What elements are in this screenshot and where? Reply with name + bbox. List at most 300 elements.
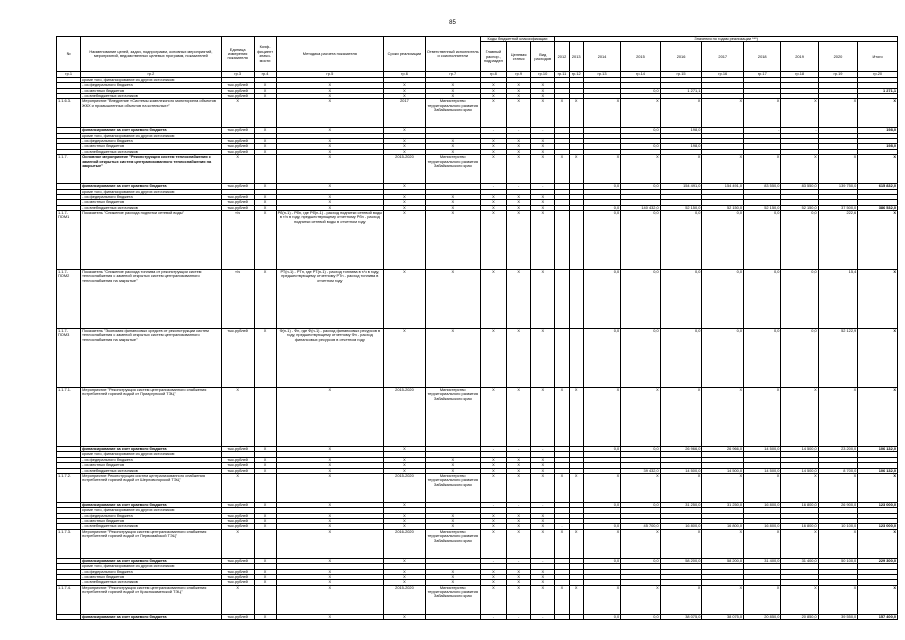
table-cell: Х: [507, 580, 531, 585]
table-cell: Х: [276, 83, 384, 88]
table-cell: Х: [384, 463, 426, 468]
table-cell: Х: [818, 529, 858, 558]
header-coef: Коэф-фициент значи-мости: [254, 37, 276, 72]
table-cell: тыс.рублей: [221, 468, 254, 473]
header-2013: 2013: [569, 42, 583, 72]
table-cell: Х: [221, 529, 254, 558]
table-cell: Министерство территориального развития Забайкальского края: [425, 155, 480, 184]
table-cell: кроме того, финансирование из других источников:: [81, 508, 222, 513]
table-cell: Х: [507, 205, 531, 210]
table-cell: [254, 473, 276, 502]
table-cell: Х: [384, 513, 426, 518]
table-cell: Х: [583, 155, 620, 184]
table-cell: финансирование за счет краевого бюджета: [81, 558, 222, 563]
table-cell: -: [744, 128, 781, 133]
table-cell: Х: [384, 139, 426, 144]
table-cell: Х: [507, 574, 531, 579]
table-cell: тыс.рублей: [221, 205, 254, 210]
table-cell: 0,0: [744, 211, 781, 270]
table-cell: Х: [781, 388, 818, 447]
table-cell: Х: [531, 524, 555, 529]
table-cell: Х: [507, 149, 531, 154]
table-cell: 10 100,0: [818, 524, 858, 529]
table-cell: Х: [425, 468, 480, 473]
table-cell: Х: [480, 513, 506, 518]
table-cell: 8 700,0: [818, 468, 858, 473]
column-number: гр.13: [583, 72, 620, 77]
table-cell: 39 550,0: [818, 614, 858, 619]
table-cell: Х: [276, 463, 384, 468]
table-cell: Х: [507, 83, 531, 88]
table-cell: тыс.рублей: [221, 149, 254, 154]
table-cell: Х: [858, 211, 898, 270]
table-cell: Х: [384, 580, 426, 585]
table-cell: Х: [384, 88, 426, 93]
table-cell: Х: [507, 457, 531, 462]
table-cell: 106 132,0: [858, 447, 898, 452]
table-cell: Х: [744, 99, 781, 128]
table-cell: финансирование за счет краевого бюджета: [81, 447, 222, 452]
table-cell: тыс.рублей: [221, 574, 254, 579]
table-cell: Х: [702, 388, 744, 447]
table-cell: - из федерального бюджета: [81, 457, 222, 462]
header-exec: Ответственный исполнитель и соисполнители: [425, 37, 480, 72]
table-cell: 31 400,0: [744, 558, 781, 563]
table-cell: Х: [507, 529, 531, 558]
table-cell: Х: [583, 473, 620, 502]
table-cell: Х: [507, 329, 531, 388]
table-cell: Х: [531, 388, 555, 447]
table-cell: 106 132,0: [858, 468, 898, 473]
table-cell: тыс.рублей: [221, 524, 254, 529]
table-cell: Х: [569, 529, 583, 558]
table-cell: Х: [425, 513, 480, 518]
table-cell: 0,0: [621, 558, 661, 563]
table-cell: -: [507, 128, 531, 133]
table-cell: кроме того, финансирование из других источников:: [81, 189, 222, 194]
table-row: [57, 614, 898, 619]
table-cell: Х: [221, 585, 254, 614]
table-cell: - из местных бюджетов: [81, 574, 222, 579]
table-cell: Х: [818, 99, 858, 128]
table-cell: 26 966,0: [660, 447, 702, 452]
table-cell: -: [531, 128, 555, 133]
table-cell: Х: [660, 529, 702, 558]
table-cell: Х: [480, 144, 506, 149]
table-cell: тыс.рублей: [221, 139, 254, 144]
table-cell: Х: [276, 93, 384, 98]
table-cell: Х: [507, 463, 531, 468]
table-cell: Х: [221, 473, 254, 502]
table-cell: Х: [555, 388, 569, 447]
table-cell: Х: [425, 194, 480, 199]
table-cell: 1.1.7.1.: [57, 388, 81, 447]
table-cell: 0,0: [660, 329, 702, 388]
table-cell: 1.1.7.2.: [57, 473, 81, 502]
table-cell: тыс.рублей: [221, 128, 254, 133]
table-cell: [555, 211, 569, 270]
header-target: Целевая статья: [507, 42, 531, 72]
table-cell: 1.1.7-ПОМ3: [57, 329, 81, 388]
table-cell: Х: [425, 93, 480, 98]
table-cell: Х: [480, 99, 506, 128]
table-row: [57, 585, 898, 614]
table-cell: 26 966,0: [702, 447, 744, 452]
table-cell: Х: [221, 155, 254, 184]
table-cell: [254, 529, 276, 558]
table-cell: Х: [531, 585, 555, 614]
table-cell: Х: [480, 139, 506, 144]
table-cell: -: [507, 502, 531, 507]
table-cell: Х: [621, 585, 661, 614]
table-cell: 16 800,0: [781, 524, 818, 529]
table-cell: - из федерального бюджета: [81, 139, 222, 144]
table-cell: 2015-2020: [384, 585, 426, 614]
table-cell: Х: [254, 194, 276, 199]
table-cell: 52 122,9: [818, 329, 858, 388]
table-cell: Х: [254, 580, 276, 585]
column-number: гр.19: [818, 72, 858, 77]
table-cell: Х: [744, 473, 781, 502]
table-cell: Х: [384, 457, 426, 462]
table-cell: Х: [425, 329, 480, 388]
table-cell: тыс.рублей: [221, 569, 254, 574]
table-cell: 0,0: [621, 88, 661, 93]
table-cell: 15,4: [818, 270, 858, 329]
table-cell: Х: [425, 463, 480, 468]
table-cell: Х: [254, 502, 276, 507]
table-cell: 50 100,0: [818, 558, 858, 563]
table-cell: 1.1.7.4.: [57, 585, 81, 614]
table-cell: Х: [818, 585, 858, 614]
table-cell: Х: [744, 155, 781, 184]
header-total: Итого: [858, 42, 898, 72]
table-cell: 1.1.7.: [57, 155, 81, 184]
table-cell: 0,0: [660, 270, 702, 329]
table-cell: 222,6: [818, 211, 858, 270]
table-cell: Х: [254, 200, 276, 205]
table-cell: 0,0: [744, 329, 781, 388]
table-cell: 39 432,0: [621, 468, 661, 473]
table-cell: Х: [480, 524, 506, 529]
table-cell: 0,0: [583, 614, 620, 619]
table-cell: Х: [531, 200, 555, 205]
table-cell: - из федерального бюджета: [81, 513, 222, 518]
table-cell: 386 532,0: [858, 205, 898, 210]
table-cell: Х: [480, 329, 506, 388]
table-cell: Министерство территориального развития Забайкальского края: [425, 388, 480, 447]
table-cell: Х: [569, 99, 583, 128]
table-cell: 38 075,0: [660, 614, 702, 619]
table-cell: Мероприятие "Реконструкция систем централизованного снабжения потребителей горячей водой от Приаргунской ТЭЦ": [81, 388, 222, 447]
table-cell: финансирование за счет краевого бюджета: [81, 614, 222, 619]
table-cell: 2017: [384, 99, 426, 128]
table-cell: Х: [276, 513, 384, 518]
table-cell: Х: [621, 155, 661, 184]
table-cell: Х: [555, 529, 569, 558]
table-cell: Х: [583, 99, 620, 128]
table-cell: 14 500,0: [744, 468, 781, 473]
table-cell: 2015-2020: [384, 155, 426, 184]
table-cell: Х: [276, 388, 384, 447]
header-terms: Сроки реализации: [384, 37, 426, 72]
table-cell: Показатель "Снижение расхода топлива от реконструкции систем теплоснабжения с заменой открытых систем централизованного теплоснабжения на закрытые": [81, 270, 222, 329]
table-cell: Х: [507, 270, 531, 329]
table-cell: Х: [425, 200, 480, 205]
table-cell: Х: [781, 585, 818, 614]
table-cell: тыс.рублей: [221, 88, 254, 93]
table-cell: финансирование за счет краевого бюджета: [81, 128, 222, 133]
table-cell: - из внебюджетных источников: [81, 149, 222, 154]
table-cell: Х: [276, 205, 384, 210]
table-cell: Х: [384, 270, 426, 329]
table-cell: Х: [702, 99, 744, 128]
table-cell: 23 200,0: [818, 447, 858, 452]
table-cell: 0,0: [583, 270, 620, 329]
table-cell: тыс.рублей: [221, 329, 254, 388]
table-cell: тыс.рублей: [221, 519, 254, 524]
table-cell: 0,0: [621, 144, 661, 149]
table-cell: Х: [425, 205, 480, 210]
table-cell: Х: [531, 569, 555, 574]
table-cell: Ф(n-1) - Фn, где Ф(n-1) - расход финансовых ресурсов в году, предшествующему отчетному Фn - расход финансовых ресурсов в отчетном году: [276, 329, 384, 388]
table-cell: Министерство территориального развития Забайкальского края: [425, 585, 480, 614]
table-cell: Х: [425, 519, 480, 524]
table-cell: Х: [384, 144, 426, 149]
table-cell: 52 150,0: [781, 205, 818, 210]
table-cell: 0,0: [583, 447, 620, 452]
table-cell: тыс.рублей: [221, 184, 254, 189]
header-name: Наименование целей, задач, подпрограмм, основных мероприятий, мероприятий, ведомственных целевых программ, показателей: [81, 37, 222, 72]
table-cell: Х: [254, 149, 276, 154]
header-values-group: Значения по годам реализации ***): [555, 37, 898, 42]
table-cell: тыс.рублей: [221, 447, 254, 452]
table-cell: Х: [531, 574, 555, 579]
header-2014: 2014: [583, 42, 620, 72]
table-cell: Х: [254, 93, 276, 98]
table-cell: Х: [569, 585, 583, 614]
table-cell: 1 271,1: [660, 88, 702, 93]
table-cell: 31 400,0: [781, 558, 818, 563]
table-cell: 58 200,0: [660, 558, 702, 563]
table-cell: Х: [254, 144, 276, 149]
table-cell: Х: [583, 585, 620, 614]
table-cell: Х: [384, 83, 426, 88]
table-cell: 37 500,0: [818, 205, 858, 210]
table-cell: Х: [507, 585, 531, 614]
table-cell: РТ(n-1) - РТn, где РТ(n-1) - расход топлива в т/ч в году, предшествующему отчетному РТn - расход топлива в отчетном году: [276, 270, 384, 329]
table-cell: Х: [781, 473, 818, 502]
table-cell: - из местных бюджетов: [81, 144, 222, 149]
table-cell: 14 500,0: [660, 468, 702, 473]
table-row: [57, 270, 898, 329]
table-row: [57, 529, 898, 558]
table-cell: [57, 614, 81, 619]
table-cell: Х: [555, 99, 569, 128]
table-cell: Х: [480, 205, 506, 210]
table-cell: Х: [254, 569, 276, 574]
table-cell: 0,0: [583, 502, 620, 507]
table-cell: 83 550,0: [744, 184, 781, 189]
table-cell: Х: [660, 473, 702, 502]
table-cell: [569, 329, 583, 388]
column-number: гр.14: [621, 72, 661, 77]
table-cell: Х: [531, 519, 555, 524]
table-cell: Х: [858, 155, 898, 184]
table-cell: 16 800,0: [702, 524, 744, 529]
table-cell: Х: [276, 468, 384, 473]
table-cell: -: [480, 502, 506, 507]
table-cell: 615 832,0: [858, 184, 898, 189]
table-cell: -: [480, 184, 506, 189]
table-cell: Показатель "Снижение расхода подпитки сетевой воды": [81, 211, 222, 270]
column-number: гр.20: [858, 72, 898, 77]
table-cell: Х: [254, 211, 276, 270]
table-cell: Х: [507, 524, 531, 529]
table-cell: -: [507, 184, 531, 189]
table-cell: 45 700,0: [621, 524, 661, 529]
table-cell: т/ч: [221, 211, 254, 270]
table-cell: Х: [384, 447, 426, 452]
table-cell: Х: [276, 184, 384, 189]
table-cell: -: [507, 614, 531, 619]
table-cell: 198,0: [858, 128, 898, 133]
table-cell: -: [507, 447, 531, 452]
table-cell: 58 200,0: [702, 558, 744, 563]
header-method: Методика расчета показателя: [276, 37, 384, 72]
column-number: гр.3: [221, 72, 254, 77]
table-cell: Х: [480, 194, 506, 199]
table-cell: Х: [702, 529, 744, 558]
table-cell: Х: [480, 388, 506, 447]
table-cell: Х: [254, 447, 276, 452]
header-main: Главный распор., подраздел: [480, 42, 506, 72]
table-cell: - из федерального бюджета: [81, 569, 222, 574]
table-cell: Х: [384, 205, 426, 210]
table-cell: 0,0: [621, 447, 661, 452]
table-cell: Х: [384, 468, 426, 473]
table-cell: Х: [531, 473, 555, 502]
table-cell: Х: [660, 99, 702, 128]
table-cell: 16 800,0: [660, 524, 702, 529]
table-cell: кроме того, финансирование из других источников:: [81, 77, 222, 82]
table-cell: 2015-2020: [384, 388, 426, 447]
table-cell: Х: [254, 519, 276, 524]
table-cell: Х: [276, 524, 384, 529]
table-cell: Х: [531, 155, 555, 184]
table-cell: 198,0: [660, 144, 702, 149]
table-cell: Х: [480, 83, 506, 88]
column-number: гр.7: [425, 72, 480, 77]
table-cell: - из внебюджетных источников: [81, 468, 222, 473]
table-cell: Х: [254, 128, 276, 133]
table-cell: [555, 329, 569, 388]
column-number: гр.2: [81, 72, 222, 77]
table-cell: Х: [254, 205, 276, 210]
table-cell: Х: [384, 194, 426, 199]
table-body: [57, 77, 898, 619]
table-cell: Х: [507, 99, 531, 128]
table-cell: Х: [858, 99, 898, 128]
table-cell: Х: [384, 519, 426, 524]
table-cell: Х: [425, 139, 480, 144]
table-cell: Х: [276, 529, 384, 558]
table-cell: тыс.рублей: [221, 457, 254, 462]
table-cell: Х: [531, 270, 555, 329]
table-cell: Х: [276, 580, 384, 585]
table-cell: Х: [507, 468, 531, 473]
table-cell: 14 500,0: [702, 468, 744, 473]
column-number: гр.4: [254, 72, 276, 77]
table-cell: 20 850,0: [781, 614, 818, 619]
table-cell: 0,0: [621, 184, 661, 189]
table-cell: Х: [425, 83, 480, 88]
table-cell: 31 250,0: [702, 502, 744, 507]
table-cell: Министерство территориального развития Забайкальского края: [425, 99, 480, 128]
table-cell: 0,0: [702, 270, 744, 329]
table-cell: Х: [531, 468, 555, 473]
table-cell: 139 750,0: [818, 184, 858, 189]
table-cell: Министерство территориального развития Забайкальского края: [425, 529, 480, 558]
table-cell: Х: [425, 270, 480, 329]
table-cell: 123 000,0: [858, 524, 898, 529]
header-unit: Единица измерения показателя: [221, 37, 254, 72]
table-cell: 0,0: [702, 211, 744, 270]
table-cell: Х: [254, 83, 276, 88]
table-cell: Х: [254, 329, 276, 388]
table-cell: 0,0: [781, 270, 818, 329]
table-cell: Х: [254, 574, 276, 579]
table-cell: Х: [531, 513, 555, 518]
table-cell: Х: [254, 468, 276, 473]
table-cell: - из федерального бюджета: [81, 194, 222, 199]
table-cell: 16 800,0: [744, 524, 781, 529]
table-cell: Х: [425, 457, 480, 462]
table-cell: Х: [858, 473, 898, 502]
table-cell: -: [480, 447, 506, 452]
table-cell: Х: [531, 329, 555, 388]
table-cell: -: [531, 184, 555, 189]
table-cell: 31 250,0: [660, 502, 702, 507]
header-exp: Вид расходов: [531, 42, 555, 72]
table-cell: Основное мероприятие "Реконструкция систем теплоснабжения с заменой открытых систем централизованного теплоснабжения на закрытые": [81, 155, 222, 184]
table-cell: -: [480, 128, 506, 133]
table-cell: Х: [858, 529, 898, 558]
table-cell: Х: [254, 558, 276, 563]
table-cell: Х: [480, 580, 506, 585]
table-cell: Х: [384, 569, 426, 574]
table-row: [57, 388, 898, 447]
table-cell: Х: [569, 473, 583, 502]
table-cell: Х: [744, 529, 781, 558]
table-cell: 2015-2020: [384, 473, 426, 502]
table-cell: [254, 99, 276, 128]
table-cell: Х: [781, 155, 818, 184]
table-cell: Х: [480, 574, 506, 579]
table-cell: Х: [569, 388, 583, 447]
table-cell: -: [480, 558, 506, 563]
table-cell: Х: [621, 388, 661, 447]
table-cell: Х: [507, 211, 531, 270]
table-cell: - из внебюджетных источников: [81, 524, 222, 529]
table-cell: 157 400,0: [858, 614, 898, 619]
table-cell: Х: [384, 184, 426, 189]
table-cell: -: [781, 128, 818, 133]
table-cell: Мероприятие "Внедрение «Системы комплексного мониторинга объектов ЖКХ и промышленных объектов на котельных»": [81, 99, 222, 128]
table-cell: Х: [221, 99, 254, 128]
column-number: гр.15: [660, 72, 702, 77]
table-cell: Х: [507, 144, 531, 149]
